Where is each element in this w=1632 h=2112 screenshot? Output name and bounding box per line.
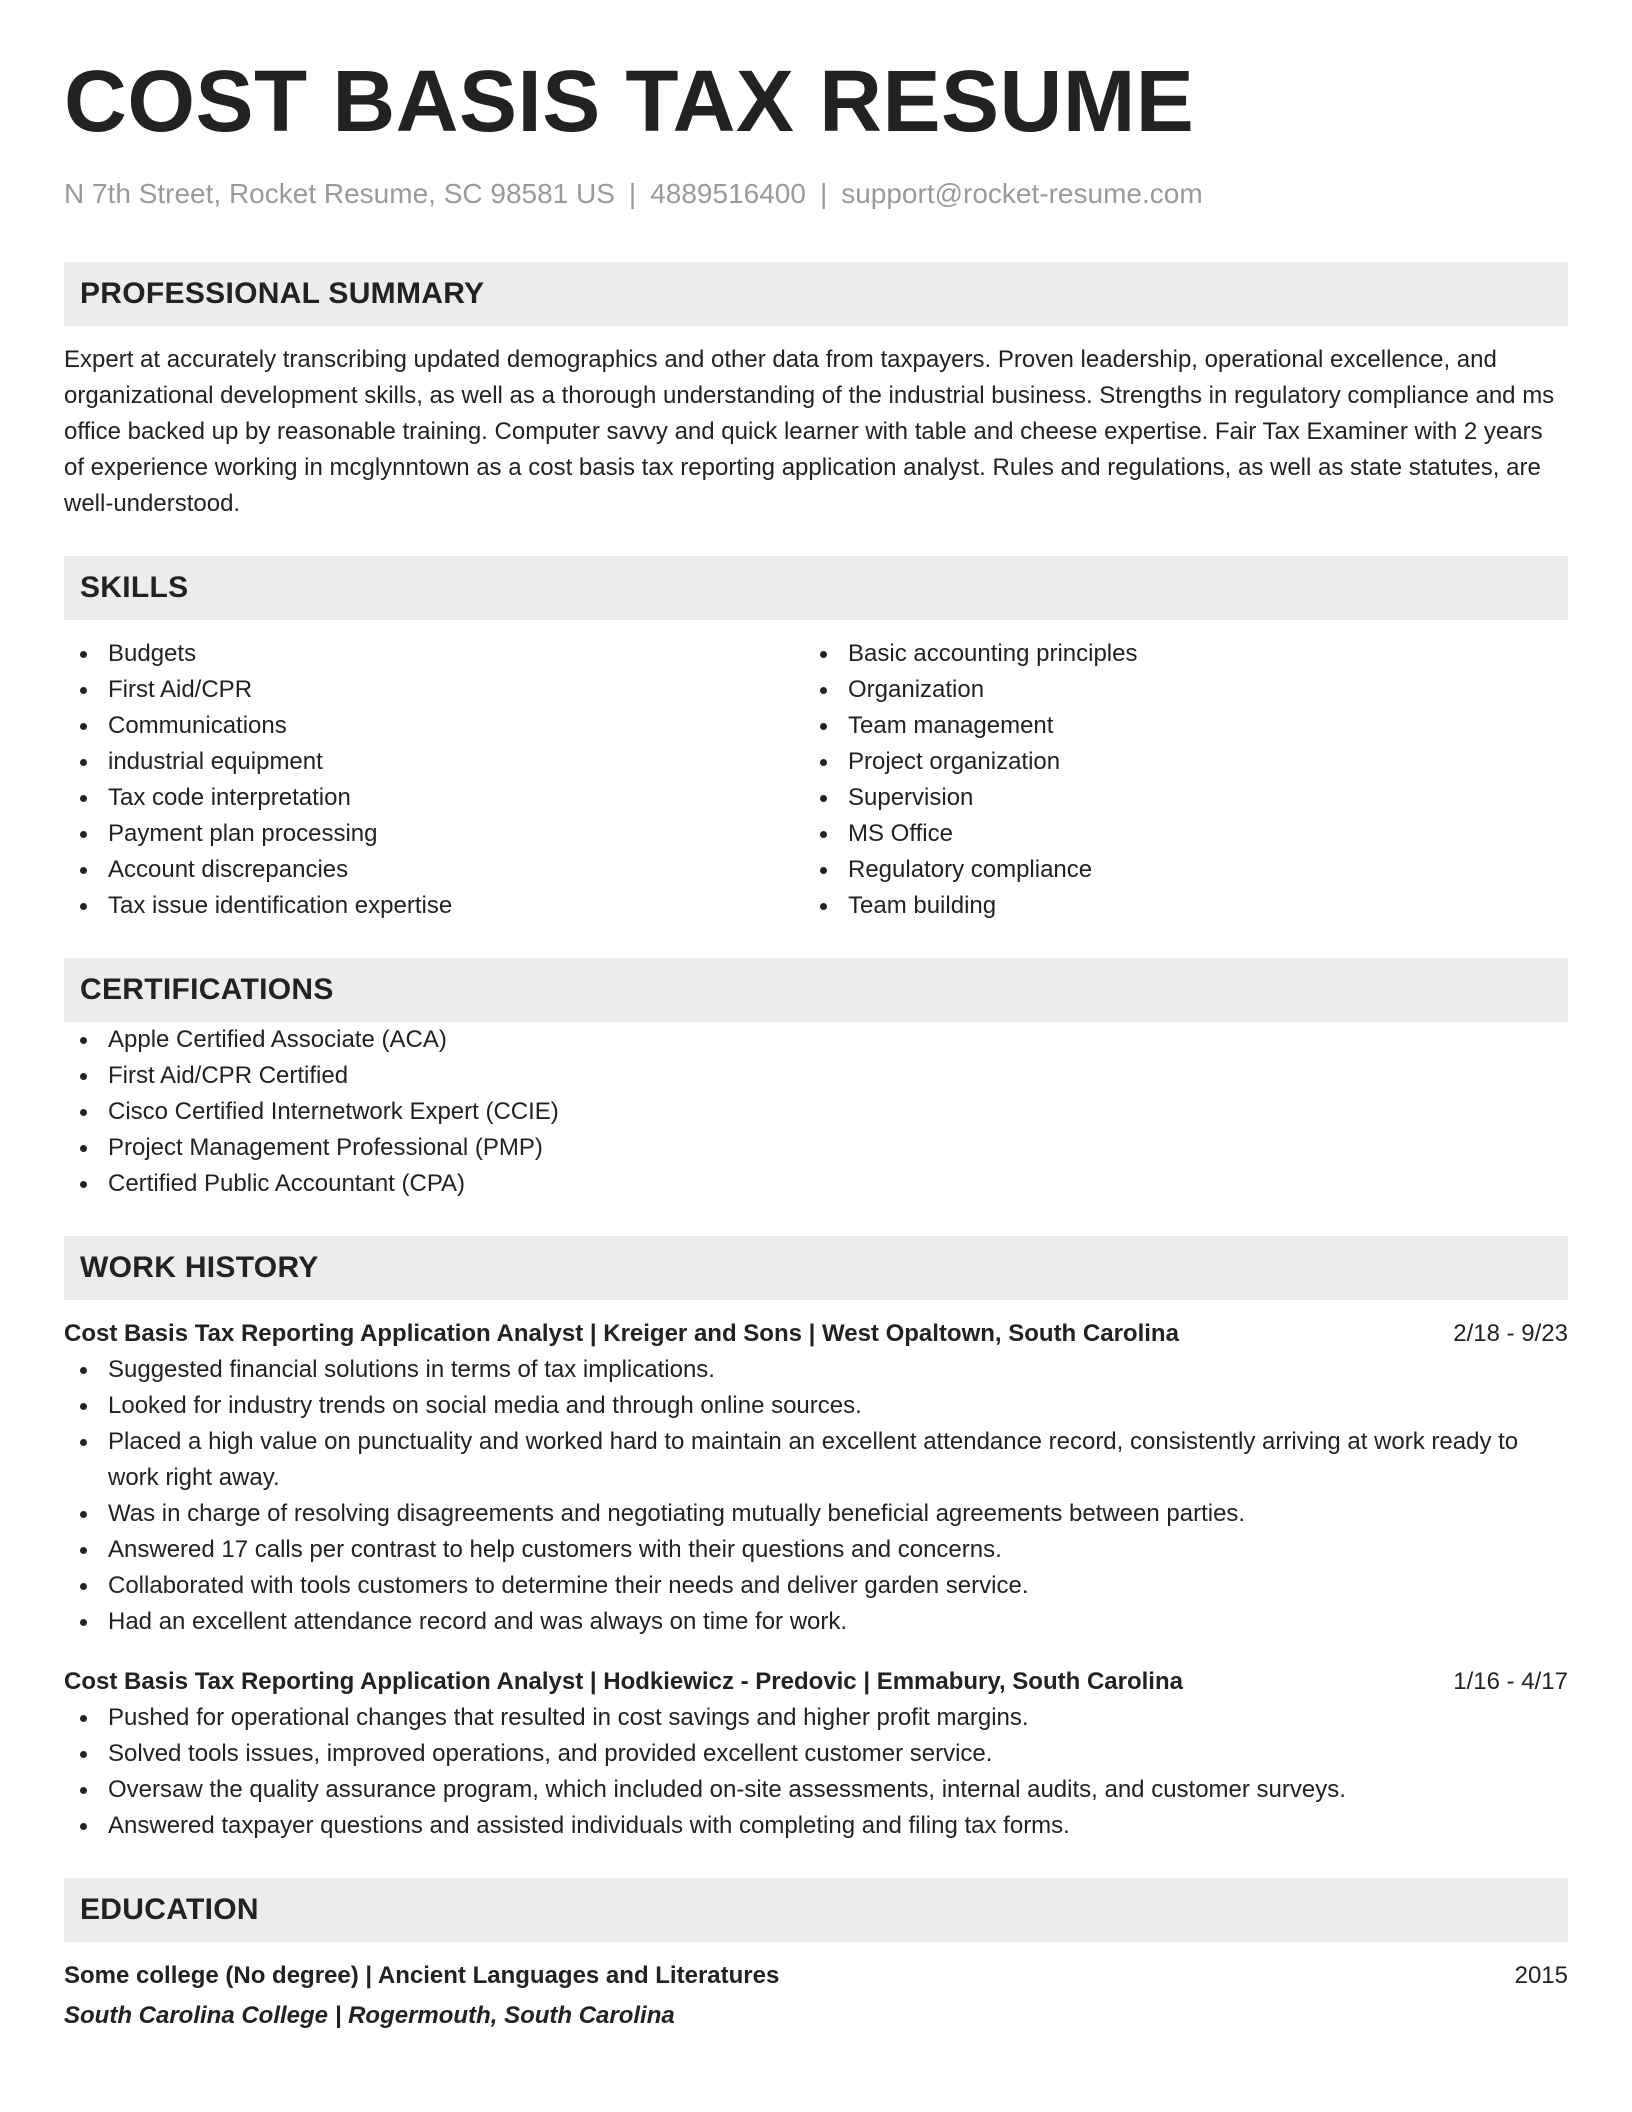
skills-grid: [64, 636, 1568, 924]
certification-item: Apple Certified Associate (ACA): [64, 1022, 1568, 1058]
contact-phone: 4889516400: [650, 178, 806, 209]
job-bullets: [64, 1352, 1568, 1640]
job-dates: 2/18 - 9/23: [1453, 1320, 1568, 1347]
skill-item: Regulatory compliance: [804, 852, 1544, 888]
job-title: Cost Basis Tax Reporting Application Analyst | Kreiger and Sons | West Opaltown, South Carolina: [64, 1320, 1179, 1347]
skill-item: Payment plan processing: [64, 816, 804, 852]
skill-item: industrial equipment: [64, 744, 804, 780]
summary-heading: PROFESSIONAL SUMMARY: [64, 262, 1568, 326]
job-header: [64, 1316, 1568, 1352]
education-entry: [64, 1958, 1568, 2034]
job-header: [64, 1664, 1568, 1700]
skills-column-right: [804, 636, 1544, 924]
job-bullet: Was in charge of resolving disagreements and negotiating mutually beneficial agreements between parties.: [64, 1496, 1568, 1532]
job-bullet: Suggested financial solutions in terms of tax implications.: [64, 1352, 1568, 1388]
skill-item: Account discrepancies: [64, 852, 804, 888]
skill-item: Supervision: [804, 780, 1544, 816]
job-bullet: Answered taxpayer questions and assisted individuals with completing and filing tax forms.: [64, 1808, 1568, 1844]
skill-item: Communications: [64, 708, 804, 744]
skills-column-left: [64, 636, 804, 924]
certifications-heading: CERTIFICATIONS: [64, 958, 1568, 1022]
skill-item: Basic accounting principles: [804, 636, 1544, 672]
job-bullet: Pushed for operational changes that resulted in cost savings and higher profit margins.: [64, 1700, 1568, 1736]
certification-item: Project Management Professional (PMP): [64, 1130, 1568, 1166]
skill-item: Team building: [804, 888, 1544, 924]
job-bullet: Oversaw the quality assurance program, which included on-site assessments, internal audits, and customer surveys.: [64, 1772, 1568, 1808]
education-header: [64, 1958, 1568, 1994]
contact-email: support@rocket-resume.com: [841, 178, 1203, 209]
job-title: Cost Basis Tax Reporting Application Analyst | Hodkiewicz - Predovic | Emmabury, South Carolina: [64, 1668, 1183, 1695]
skill-item: Tax issue identification expertise: [64, 888, 804, 924]
skills-heading: SKILLS: [64, 556, 1568, 620]
certification-item: Cisco Certified Internetwork Expert (CCIE): [64, 1094, 1568, 1130]
education-school: South Carolina College | Rogermouth, South Carolina: [64, 2002, 675, 2029]
skill-item: Budgets: [64, 636, 804, 672]
skill-item: Organization: [804, 672, 1544, 708]
skill-item: Tax code interpretation: [64, 780, 804, 816]
job-bullet: Looked for industry trends on social media and through online sources.: [64, 1388, 1568, 1424]
certifications-list: [64, 1022, 1568, 1202]
summary-text: Expert at accurately transcribing updated demographics and other data from taxpayers. Proven leadership, operational excellence, and organizational development skills, as well as a thorough understanding of the industrial business. Strengths in regulatory compliance and ms office backed up by reasonable training. Computer savvy and quick learner with table and cheese expertise. Fair Tax Examiner with 2 years of experience working in mcglynntown as a cost basis tax reporting application analyst. Rules and regulations, as well as state statutes, are well-understood.: [64, 346, 1555, 517]
job-bullet: Placed a high value on punctuality and worked hard to maintain an excellent attendance record, consistently arriving at work ready to work right away.: [64, 1424, 1568, 1496]
skill-item: Project organization: [804, 744, 1544, 780]
skill-item: MS Office: [804, 816, 1544, 852]
skill-item: First Aid/CPR: [64, 672, 804, 708]
education-degree: Some college (No degree) | Ancient Languages and Literatures: [64, 1962, 780, 1989]
job-bullet: Answered 17 calls per contrast to help customers with their questions and concerns.: [64, 1532, 1568, 1568]
education-heading: EDUCATION: [64, 1878, 1568, 1942]
skill-item: Team management: [804, 708, 1544, 744]
job-bullets: [64, 1700, 1568, 1844]
resume-title: COST BASIS TAX RESUME: [64, 53, 1195, 150]
certification-item: First Aid/CPR Certified: [64, 1058, 1568, 1094]
education-year: 2015: [1514, 1962, 1568, 1989]
work-history-heading: WORK HISTORY: [64, 1236, 1568, 1300]
contact-separator: |: [628, 178, 637, 209]
job-bullet: Had an excellent attendance record and was always on time for work.: [64, 1604, 1568, 1640]
contact-separator: |: [819, 178, 828, 209]
job-dates: 1/16 - 4/17: [1453, 1668, 1568, 1695]
job-bullet: Collaborated with tools customers to determine their needs and deliver garden service.: [64, 1568, 1568, 1604]
certification-item: Certified Public Accountant (CPA): [64, 1166, 1568, 1202]
contact-address: N 7th Street, Rocket Resume, SC 98581 US: [64, 178, 615, 209]
contact-line: [64, 176, 1568, 212]
job-bullet: Solved tools issues, improved operations, and provided excellent customer service.: [64, 1736, 1568, 1772]
